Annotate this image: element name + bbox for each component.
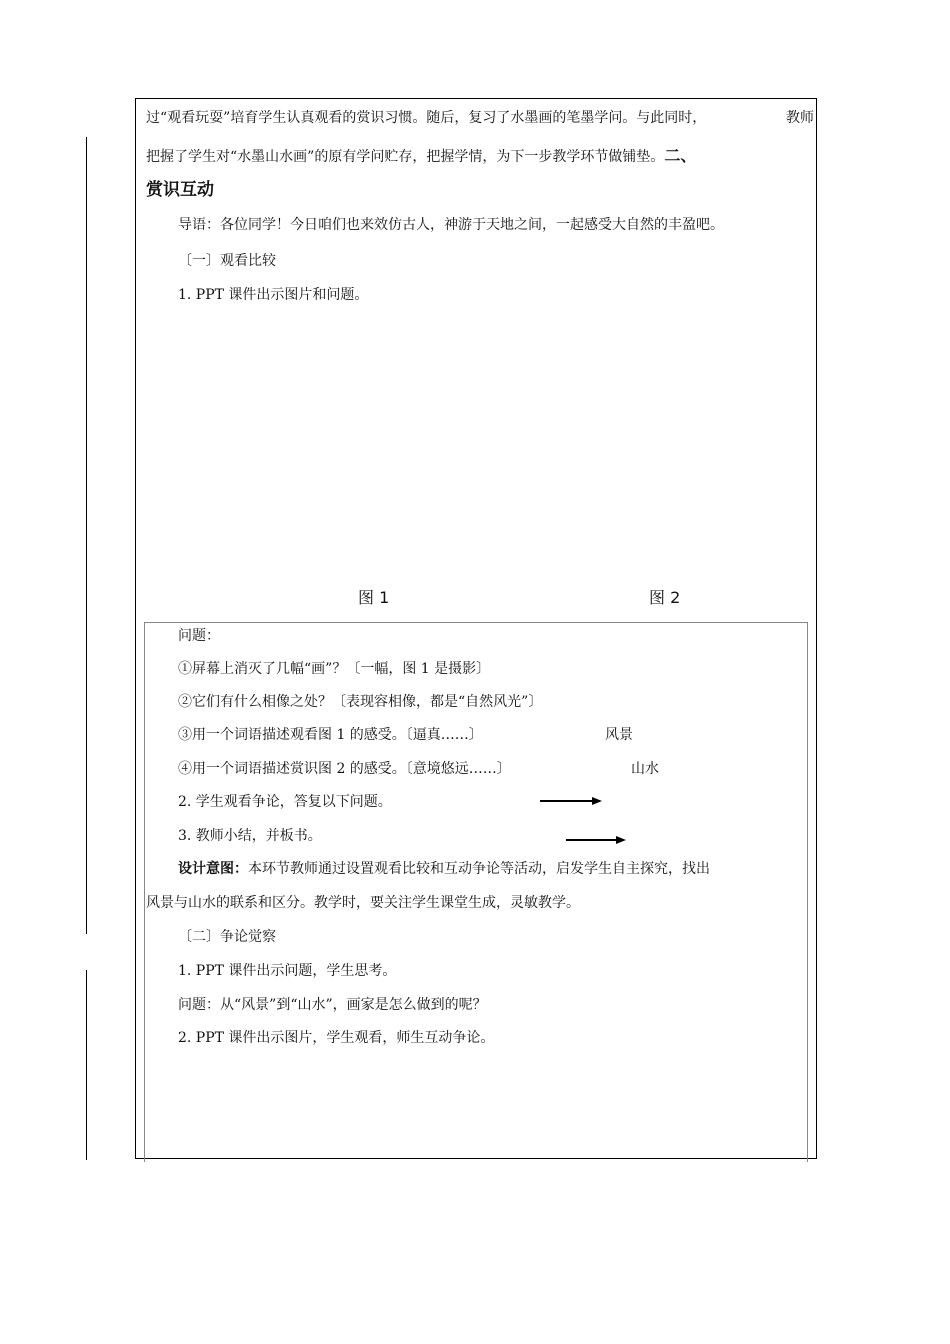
section-number: 二、 (664, 146, 697, 165)
design-intent-text-1: 本环节教师通过设置观看比较和互动争论等活动，启发学生自主探究，找出 (248, 861, 710, 877)
question-4: ④用一个词语描述赏识图 2 的感受。〔意境悠远……〕 (178, 761, 511, 777)
intro-line-2-text: 把握了学生对“水墨山水画”的原有学问贮存，把握学情，为下一步教学环节做铺垫。 (146, 149, 665, 165)
part2-step1: 1. PPT 课件出示问题，学生思考。 (178, 963, 397, 979)
arrow-icon-1 (540, 795, 604, 807)
design-intent-line-1 (178, 859, 710, 879)
arrow-icon-2 (566, 834, 630, 846)
question-2: ②它们有什么相像之处？〔表现容相像，都是“自然风光”〕 (178, 694, 543, 710)
margin-rule-bottom (86, 970, 87, 1160)
part2-step2: 2. PPT 课件出示图片，学生观看，师生互动争论。 (178, 1030, 495, 1046)
figure-1-caption: 图 1 (358, 588, 390, 607)
figure-2-caption: 图 2 (649, 588, 681, 607)
questions-label: 问题： (178, 628, 220, 644)
question-1: ①屏幕上消灭了几幅“画”？〔一幅，图 1 是摄影〕 (178, 661, 491, 677)
part1-step2: 2. 学生观看争论，答复以下问题。 (178, 794, 392, 810)
intro-line-1: 过“观看玩耍”培育学生认真观看的赏识习惯。随后，复习了水墨画的笔墨学问。与此同时， (146, 110, 707, 126)
intro-line-2 (146, 146, 696, 167)
intro-line-1-end: 教师 (786, 110, 814, 126)
question-3: ③用一个词语描述观看图 1 的感受。〔逼真……〕 (178, 727, 483, 743)
section-title: 赏识互动 (146, 180, 214, 200)
design-intent-label: 设计意图： (178, 861, 248, 877)
part1-title: 〔一〕观看比较 (178, 253, 276, 269)
part1-step3: 3. 教师小结，并板书。 (178, 828, 322, 844)
lead-paragraph: 导语：各位同学！今日咱们也来效仿古人，神游于天地之间，一起感受大自然的丰盈吧。 (178, 217, 724, 233)
design-intent-line-2: 风景与山水的联系和区分。教学时，要关注学生课堂生成，灵敏教学。 (146, 895, 580, 911)
board-word-shanshui: 山水 (631, 761, 659, 777)
board-word-landscape: 风景 (605, 727, 633, 743)
part2-question: 问题：从“风景”到“山水”，画家是怎么做到的呢？ (178, 997, 487, 1013)
part1-step1: 1. PPT 课件出示图片和问题。 (178, 287, 369, 303)
part2-title: 〔二〕争论觉察 (178, 929, 276, 945)
margin-rule-top (86, 137, 87, 934)
